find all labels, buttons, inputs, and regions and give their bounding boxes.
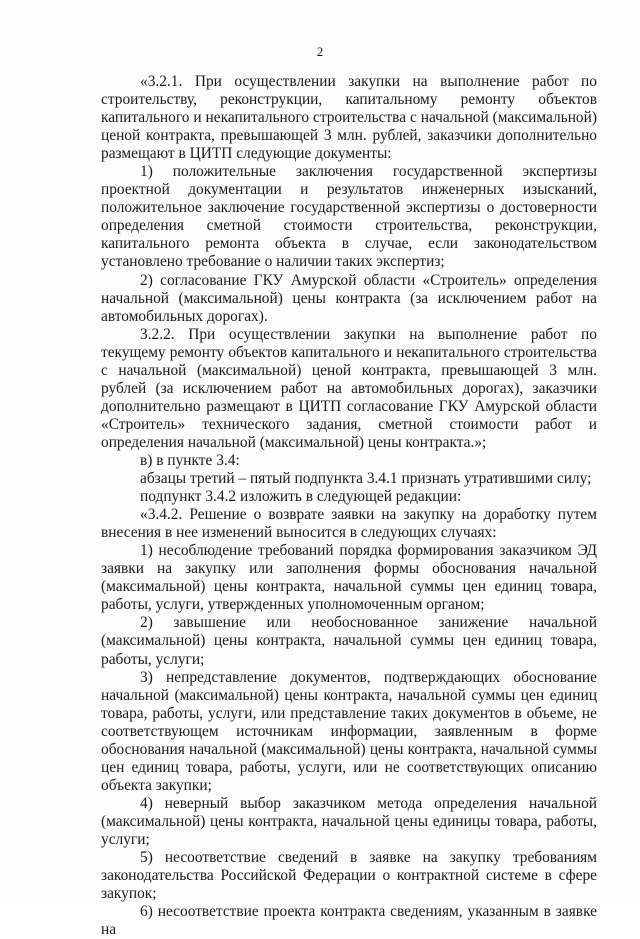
paragraph-3-4-1-void: абзацы третий – пятый подпункта 3.4.1 признать утратившими силу; xyxy=(140,470,592,488)
paragraph-case-1: 1) несоблюдение требований порядка формирования заказчиком ЭД заявки на закупку или заполнения формы обоснования начальной (максимальной) цены контракта, начальной суммы цен единиц товара, работы, услуги, утвержденных уполномоченным органом; xyxy=(101,542,597,614)
paragraph-3-2-1: «3.2.1. При осуществлении закупки на выполнение работ по строительству, реконструкции, капитальному ремонту объектов капитального и некапитального строительства с начальной (максимальной) ценой контракта, превышающей 3 млн. рублей, заказчики дополнительно размещают в ЦИТП следующие документы: xyxy=(101,73,597,163)
paragraph-item-2-approval: 2) согласование ГКУ Амурской области «Строитель» определения начальной (максимальной) цены контракта (за исключением работ на автомобильных дорогах). xyxy=(101,271,597,325)
page-number: 2 xyxy=(316,44,324,59)
paragraph-case-5: 5) несоответствие сведений в заявке на закупку требованиям законодательства Российской Федерации о контрактной системе в сфере закупок; xyxy=(101,849,597,903)
paragraph-3-4-2: «3.4.2. Решение о возврате заявки на закупку на доработку путем внесения в нее изменений выносится в следующих случаях: xyxy=(101,506,597,542)
paragraph-item-1-expertise: 1) положительные заключения государственной экспертизы проектной документации и результатов инженерных изысканий, положительное заключение государственной экспертизы о достоверности определения сметной стоимости строительства, реконструкции, капитального ремонта объекта в случае, если законодательством установлено требование о наличии таких экспертиз; xyxy=(101,163,597,271)
paragraph-point-3-4: в) в пункте 3.4: xyxy=(140,451,240,469)
paragraph-3-2-2: 3.2.2. При осуществлении закупки на выполнение работ по текущему ремонту объектов капитального и некапитального строительства с начальной (максимальной) ценой контракта, превышающей 3 млн. рублей (за исключением работ на автомобильных дорогах), заказчики дополнительно размещают в ЦИТП согласование ГКУ Амурской области «Строитель» технического задания, сметной стоимости работ и определения начальной (максимальной) цены контракта.»; xyxy=(101,325,597,451)
paragraph-3-4-2-intro: подпункт 3.4.2 изложить в следующей редакции: xyxy=(140,488,462,506)
paragraph-case-2: 2) завышение или необоснованное занижение начальной (максимальной) цены контракта, начальной суммы цен единиц товара, работы, услуги; xyxy=(101,614,597,668)
paragraph-case-6: 6) несоответствие проекта контракта сведениям, указанным в заявке на xyxy=(101,903,597,939)
paragraph-case-4: 4) неверный выбор заказчиком метода определения начальной (максимальной) цены контракта, начальной цены единицы товара, работы, услуги; xyxy=(101,794,597,848)
paragraph-case-3: 3) непредставление документов, подтверждающих обоснование начальной (максимальной) цены контракта, начальной суммы цен единиц товара, работы, услуги, или представление таких документов в объеме, не соответствующем источникам информации, заявленным в форме обоснования начальной (максимальной) цены контракта, начальной суммы цен единиц товара, работы, услуги, или не соответствующих описанию объекта закупки; xyxy=(101,668,597,794)
document-body xyxy=(101,73,597,939)
